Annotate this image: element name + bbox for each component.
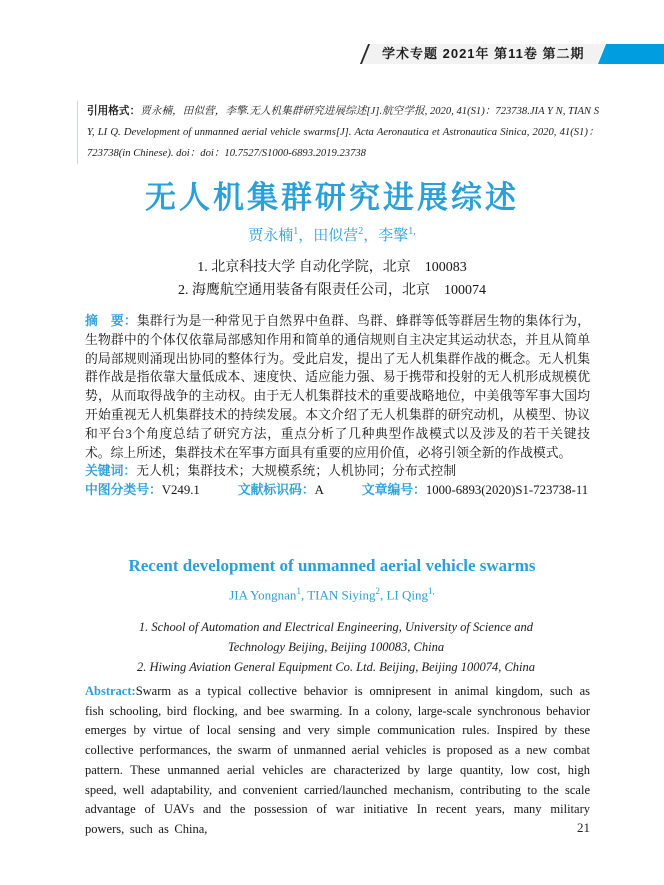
abstract-label-cn: 摘 要： — [85, 313, 137, 328]
citation-block — [77, 101, 599, 164]
author-name: ，田似营 — [298, 228, 359, 244]
abstract-text-cn: 集群行为是一种常见于自然界中鱼群、鸟群、蜂群等低等群居生物的集体行为，生物群中的个体仅依靠局部感知作用和简单的通信规则自主决定其运动状态，并且从简单的局部规则涌现出协同的整体行为。受此启发，提出了无人机集群作战的概念。无人机集群作战是指依靠大量低成本、速度快、适应能力强、易于携带和投射的无人机形成规模优势，从而取得战争的主动权。由于无人机集群技术的重要战略地位，中美俄等军事大国均开始重视无人机集群技术的持续发展。本文介绍了无人机集群的研究动机，从模型、协议和平台3个角度总结了研究方法，重点分析了几种典型作战模式以及涉及的若干关键技术。综上所述，集群技术在军事方面具有重要的应用价值，必将引领全新的作战模式。 — [85, 314, 591, 460]
clc-label: 中图分类号： — [85, 482, 162, 498]
paper-title-en: Recent development of unmanned aerial vehicle swarms — [128, 556, 536, 575]
page-number: 21 — [577, 820, 590, 835]
author-affil-sup: 1 — [296, 586, 301, 596]
blue-accent-bar — [598, 44, 664, 64]
abstract-section-cn — [85, 312, 590, 500]
doc-code-label: 文献标识码： — [237, 482, 315, 498]
keywords-label: 关键词： — [85, 463, 137, 479]
citation-label: 引用格式： — [87, 105, 141, 117]
author-name-en: , LI Qing — [379, 587, 428, 603]
abstract-section-en — [85, 682, 590, 840]
affiliations-cn — [0, 256, 664, 302]
clc-value: V249.1 — [161, 483, 200, 498]
citation-text: 贾永楠，田似营，李擎.无人机集群研究进展综述[J].航空学报, 2020, 41(S1)：723738.JIA Y N, TIAN S Y, LI Q. Development of unmanned aerial vehicle swarms[J]. Acta Aeronautica et Astronautica Sinica, 2020, 41(S1)：723738(in Chinese). doi：doi：10.7527/S1000-6893.2019.23738 — [87, 106, 599, 159]
author-affil-sup: 1, — [427, 586, 435, 596]
authors-cn — [0, 224, 664, 245]
abstract-label-en: Abstract: — [85, 684, 136, 698]
author-affil-sup: 2 — [358, 226, 364, 237]
affiliation-line-en: 2. Hiwing Aviation General Equipment Co. Ltd. Beijing, Beijing 100074, China — [136, 660, 536, 674]
author-name-en: , TIAN Siying — [300, 587, 376, 603]
doc-code-value: A — [314, 483, 324, 498]
meta-line — [85, 481, 590, 500]
author-affil-sup: 2 — [375, 586, 380, 596]
article-id-value: 1000-6893(2020)S1-723738-11 — [425, 483, 589, 498]
affiliations-en — [121, 617, 551, 677]
affiliation-line-en: 1. School of Automation and Electrical Engineering, University of Science and Technology Beijing, Beijing 100083, China — [138, 620, 534, 654]
author-affil-sup: 1 — [293, 226, 299, 237]
journal-header — [0, 44, 664, 64]
affiliation-line: 1. 北京科技大学 自动化学院，北京 100083 — [197, 260, 467, 275]
abstract-paragraph-cn — [85, 312, 590, 462]
keywords-text: 无人机；集群技术；大规模系统；人机协同；分布式控制 — [136, 464, 457, 479]
authors-en — [0, 586, 664, 603]
affiliation-line: 2. 海鹰航空通用装备有限责任公司，北京 100074 — [178, 283, 486, 298]
author-affil-sup: 1, — [408, 226, 416, 237]
abstract-text-en: Swarm as a typical collective behavior is omnipresent in animal kingdom, such as fish schooling, bird flocking, and bee swarming. In a colony, large-scale synchronous behavior emerges by virtue of local sensing and very simple communication rules. Inspired by these collective performances, the swarm of unmanned aerial vehicles is proposed as a new combat pattern. These unmanned aerial vehicles are characterized by large quantity, low cost, high speed, well adaptability, and convenient carried/launched mechanism, contributing to the scale advantage of UAVs and the possession of war initiative In recent years, many military powers, such as China, — [85, 684, 590, 836]
article-id-label: 文章编号： — [361, 482, 426, 498]
author-name-en: JIA Yongnan — [229, 587, 297, 603]
issue-info-text: 学术专题 2021年 第11卷 第二期 — [381, 46, 584, 61]
issue-badge — [359, 44, 604, 64]
keywords-line — [85, 462, 590, 481]
author-name: 贾永楠 — [248, 228, 294, 244]
paper-title-cn: 无人机集群研究进展综述 — [145, 180, 519, 215]
author-name: ，李擎 — [363, 228, 409, 244]
